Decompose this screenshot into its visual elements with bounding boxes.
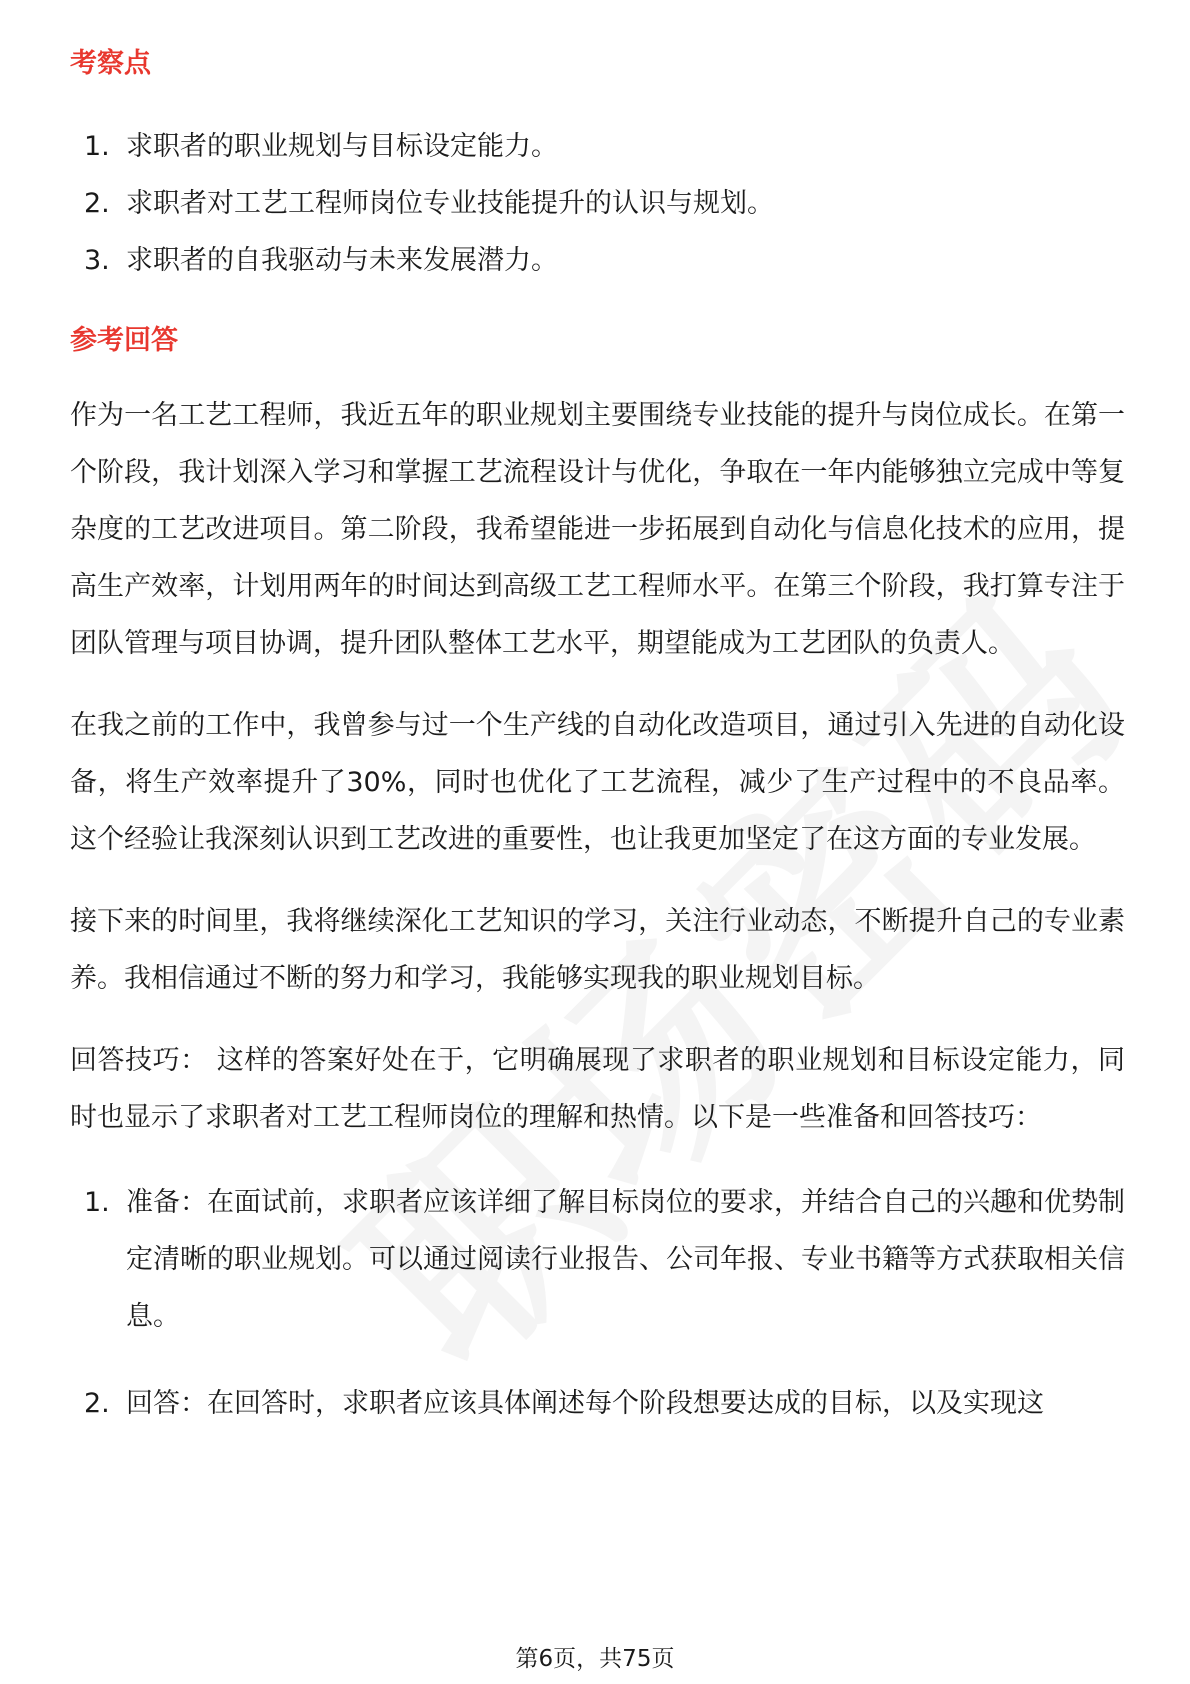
list-item-text: 求职者的职业规划与目标设定能力。 xyxy=(126,131,558,162)
document-content xyxy=(70,44,1125,1432)
points-list xyxy=(70,118,1125,289)
answer-paragraph: 接下来的时间里，我将继续深化工艺知识的学习，关注行业动态，不断提升自己的专业素养。我相信通过不断的努力和学习，我能够实现我的职业规划目标。 xyxy=(70,906,1125,994)
answer-paragraph: 作为一名工艺工程师，我近五年的职业规划主要围绕专业技能的提升与岗位成长。在第一个阶段，我计划深入学习和掌握工艺流程设计与优化，争取在一年内能够独立完成中等复杂度的工艺改进项目。第二阶段，我希望能进一步拓展到自动化与信息化技术的应用，提高生产效率，计划用两年的时间达到高级工艺工程师水平。在第三个阶段，我打算专注于团队管理与项目协调，提升团队整体工艺水平，期望能成为工艺团队的负责人。 xyxy=(70,400,1125,659)
answer-paragraph: 在我之前的工作中，我曾参与过一个生产线的自动化改造项目，通过引入先进的自动化设备，将生产效率提升了30%，同时也优化了工艺流程，减少了生产过程中的不良品率。这个经验让我深刻认识到工艺改进的重要性，也让我更加坚定了在这方面的专业发展。 xyxy=(70,710,1125,855)
list-item xyxy=(70,118,1125,175)
list-item-text: 回答：在回答时，求职者应该具体阐述每个阶段想要达成的目标，以及实现这 xyxy=(126,1388,1044,1419)
tips-paragraph: 回答技巧： 这样的答案好处在于，它明确展现了求职者的职业规划和目标设定能力，同时也显示了求职者对工艺工程师岗位的理解和热情。以下是一些准备和回答技巧： xyxy=(70,1045,1125,1133)
list-item-text: 准备：在面试前，求职者应该详细了解目标岗位的要求，并结合自己的兴趣和优势制定清晰的职业规划。可以通过阅读行业报告、公司年报、专业书籍等方式获取相关信息。 xyxy=(126,1187,1125,1332)
list-number: 1. xyxy=(84,1187,110,1218)
list-item-text: 求职者对工艺工程师岗位专业技能提升的认识与规划。 xyxy=(126,188,774,219)
list-item xyxy=(70,175,1125,232)
tips-list xyxy=(70,1174,1125,1432)
page-number-footer: 第6页，共75页 xyxy=(515,1646,675,1672)
list-number: 2. xyxy=(84,1388,110,1419)
list-number: 3. xyxy=(84,245,110,276)
section-heading-points: 考察点 xyxy=(70,48,151,79)
list-item xyxy=(70,1174,1125,1345)
list-item xyxy=(70,232,1125,289)
section-heading-answer: 参考回答 xyxy=(70,325,178,356)
list-item-text: 求职者的自我驱动与未来发展潜力。 xyxy=(126,245,558,276)
list-number: 1. xyxy=(84,131,110,162)
list-item xyxy=(70,1375,1125,1432)
list-number: 2. xyxy=(84,188,110,219)
